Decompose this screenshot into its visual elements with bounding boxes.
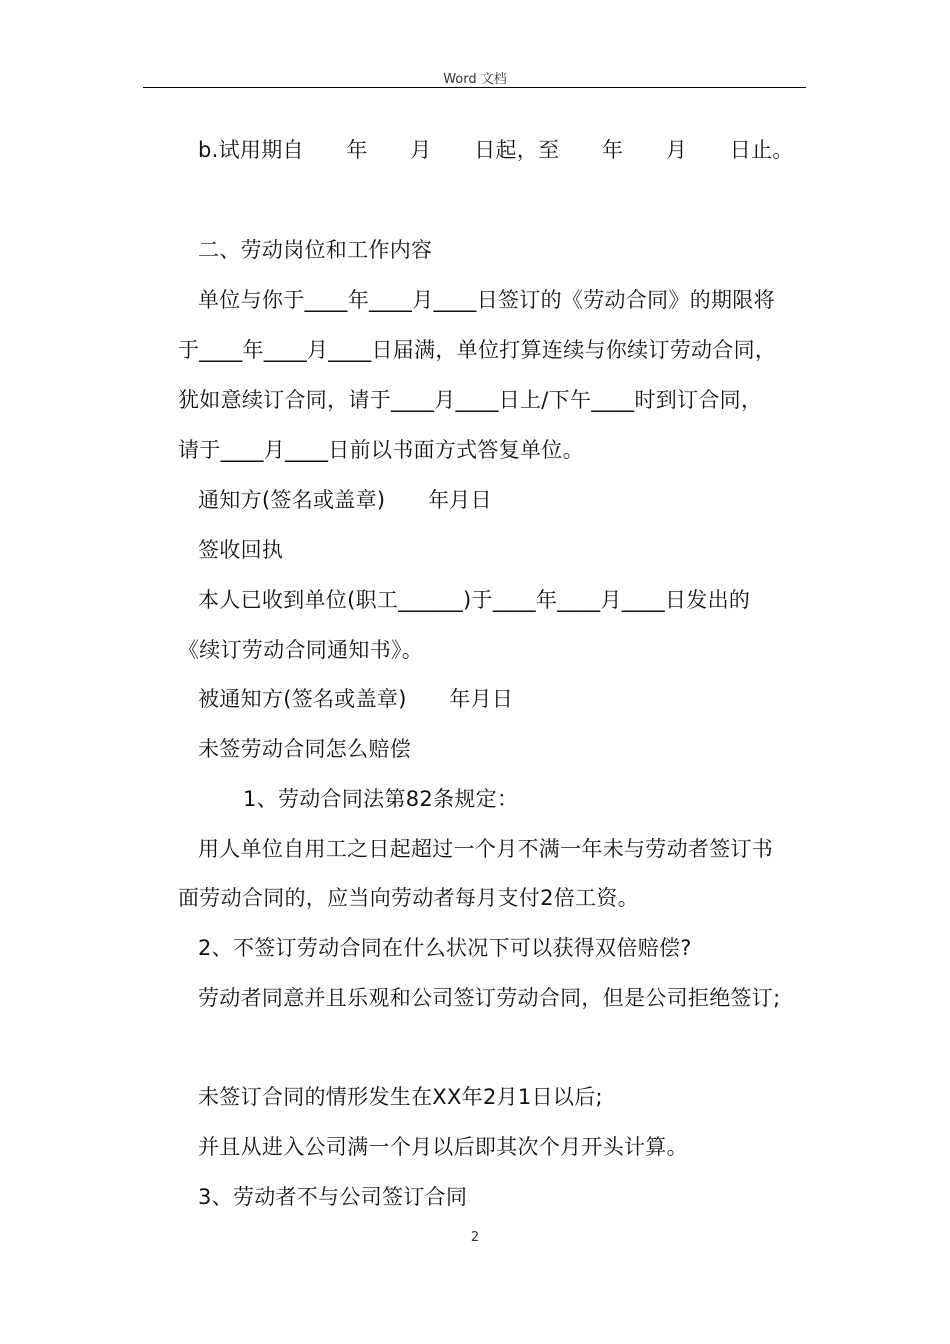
paragraph-line: 于____年____月____日届满，单位打算连续与你续订劳动合同， [178,338,777,362]
paragraph-line: 犹如意续订合同，请于____月____日上/下午____时到订合同， [178,388,763,412]
paragraph-line: 被通知方(签名或盖章) 年月日 [198,687,514,711]
paragraph-line: b.试用期自 年 月 日起，至 年 月 日止。 [198,138,794,162]
paragraph-line: 单位与你于____年____月____日签订的《劳动合同》的期限将 [198,288,775,312]
paragraph-line: 通知方(签名或盖章) 年月日 [198,488,492,512]
paragraph-line: 并且从进入公司满一个月以后即其次个月开头计算。 [198,1135,688,1159]
page-header: Word 文档 [443,72,507,87]
paragraph-line: 面劳动合同的，应当向劳动者每月支付2倍工资。 [178,886,639,910]
paragraph-line: 3、劳动者不与公司签订合同 [198,1185,468,1209]
section-heading: 未签劳动合同怎么赔偿 [198,737,411,761]
paragraph-line: 2、不签订劳动合同在什么状况下可以获得双倍赔偿? [198,936,692,960]
page-number: 2 [470,1230,480,1245]
header-divider [143,87,806,88]
paragraph-line: 1、劳动合同法第82条规定： [243,787,519,811]
section-heading: 二、劳动岗位和工作内容 [198,238,433,262]
paragraph-line: 请于____月____日前以书面方式答复单位。 [178,438,584,462]
paragraph-line: 《续订劳动合同通知书》。 [178,638,424,662]
paragraph-line: 劳动者同意并且乐观和公司签订劳动合同，但是公司拒绝签订; [198,986,781,1010]
paragraph-line: 未签订合同的情形发生在XX年2月1日以后; [198,1085,603,1109]
paragraph-line: 签收回执 [198,538,284,562]
paragraph-line: 本人已收到单位(职工______)于____年____月____日发出的 [198,588,751,612]
paragraph-line: 用人单位自用工之日起超过一个月不满一年未与劳动者签订书 [198,837,774,861]
